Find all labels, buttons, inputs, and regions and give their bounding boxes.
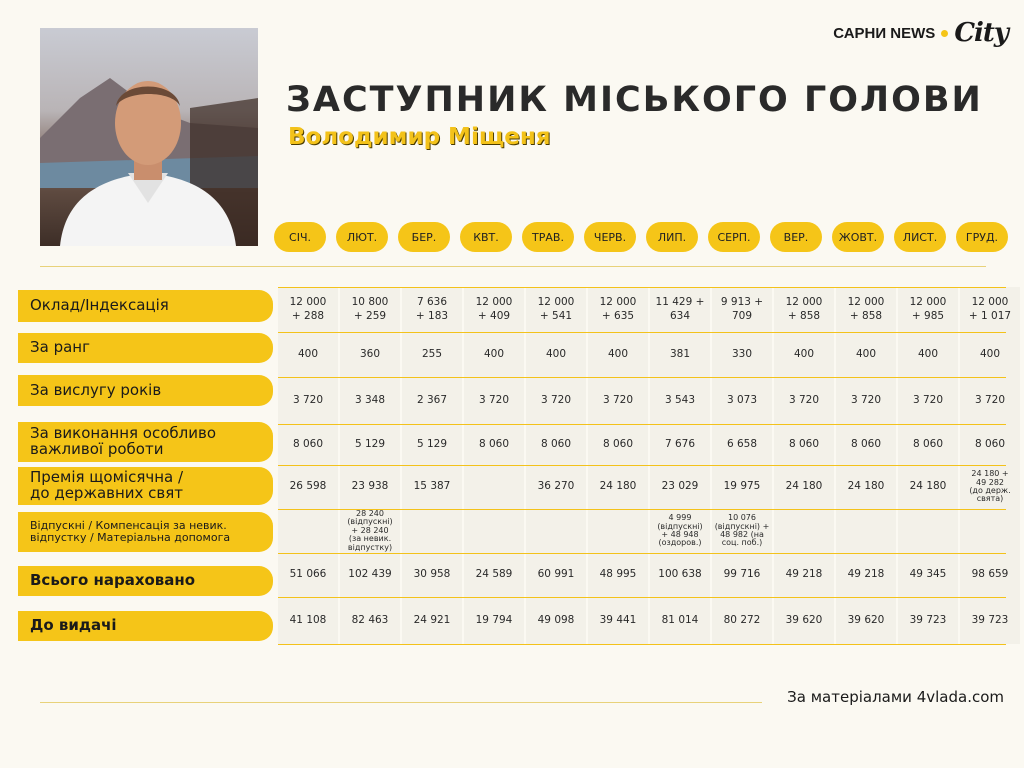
table-cell: 12 000 + 635 <box>599 296 637 322</box>
table-cell: 49 345 <box>909 568 947 581</box>
divider-top <box>40 266 986 267</box>
table-cell: 3 720 <box>974 393 1006 406</box>
row-label: За виконання особливо важливої роботи <box>18 422 273 462</box>
table-cell: 49 098 <box>537 613 575 626</box>
table-cell <box>588 509 648 553</box>
table-cell: 8 060 <box>788 437 820 450</box>
table-cell: 8 060 <box>602 437 634 450</box>
table-cell: 11 429 + 634 <box>655 296 705 322</box>
table-cell: 19 975 <box>723 480 761 493</box>
table-cell: 51 066 <box>289 568 327 581</box>
table-cell: 23 938 <box>351 480 389 493</box>
source-footer: За матеріалами 4vlada.com <box>787 688 1004 706</box>
table-cell: 49 218 <box>847 568 885 581</box>
table-cell <box>960 509 1020 553</box>
table-cell: 102 439 <box>348 568 392 581</box>
table-cell <box>464 465 524 509</box>
month-pill: ЛИП. <box>646 222 698 252</box>
table-cell: 400 <box>483 347 505 360</box>
divider-bottom <box>40 702 762 703</box>
month-pill: БЕР. <box>398 222 450 252</box>
month-pill: ЧЕРВ. <box>584 222 636 252</box>
table-cell: 5 129 <box>416 437 448 450</box>
table-cell: 100 638 <box>658 568 702 581</box>
table-cell: 24 180 <box>599 480 637 493</box>
table-cell: 12 000 + 858 <box>785 296 823 322</box>
table-cell: 60 991 <box>537 568 575 581</box>
table-cell: 360 <box>359 347 381 360</box>
table-cell: 3 720 <box>912 393 944 406</box>
table-cell: 400 <box>917 347 939 360</box>
table-cell: 4 999 (відпускні) + 48 948 (оздоров.) <box>657 513 703 548</box>
table-cell: 400 <box>545 347 567 360</box>
table-cell: 5 129 <box>354 437 386 450</box>
row-label: За ранг <box>18 333 273 363</box>
table-cell: 400 <box>855 347 877 360</box>
table-cell: 80 272 <box>723 613 761 626</box>
table-cell: 2 367 <box>416 393 448 406</box>
table-cell: 28 240 (відпускні) + 28 240 (за невик. відпустку) <box>347 509 393 552</box>
month-pill: ЛИСТ. <box>894 222 946 252</box>
month-pill: КВТ. <box>460 222 512 252</box>
table-cell: 3 720 <box>478 393 510 406</box>
table-cell <box>464 509 524 553</box>
table-cell: 49 218 <box>785 568 823 581</box>
table-cell: 81 014 <box>661 613 699 626</box>
table-cell: 24 180 + 49 282 (до держ. свята) <box>969 469 1011 504</box>
table-cell: 39 620 <box>785 613 823 626</box>
table-cell <box>836 509 896 553</box>
table-cell: 3 720 <box>850 393 882 406</box>
table-cell: 400 <box>297 347 319 360</box>
person-icon <box>40 28 258 246</box>
table-cell: 24 921 <box>413 613 451 626</box>
table-cell: 6 658 <box>726 437 758 450</box>
table-cell: 8 060 <box>478 437 510 450</box>
row-label: Відпускні / Компенсація за невик. відпустку / Матеріальна допомога <box>18 512 273 552</box>
portrait-photo <box>40 28 258 246</box>
table-cell: 82 463 <box>351 613 389 626</box>
table-cell: 10 800 + 259 <box>351 296 389 322</box>
table-cell: 99 716 <box>723 568 761 581</box>
brand-dot-icon <box>941 30 948 37</box>
table-cell: 381 <box>669 347 691 360</box>
month-header <box>274 222 1010 252</box>
table-cell: 400 <box>979 347 1001 360</box>
table-cell: 23 029 <box>661 480 699 493</box>
table-cell: 8 060 <box>292 437 324 450</box>
row-label: Оклад/Індексація <box>18 290 273 322</box>
table-cell: 3 348 <box>354 393 386 406</box>
table-cell: 8 060 <box>540 437 572 450</box>
table-cell: 19 794 <box>475 613 513 626</box>
table-cell <box>402 509 462 553</box>
salary-table <box>278 287 1012 644</box>
page-subtitle: Володимир Міщеня <box>288 124 551 150</box>
table-cell: 12 000 + 1 017 <box>968 296 1012 322</box>
table-cell: 12 000 + 288 <box>289 296 327 322</box>
month-pill: ЖОВТ. <box>832 222 884 252</box>
table-cell: 8 060 <box>850 437 882 450</box>
table-cell: 41 108 <box>289 613 327 626</box>
table-cell: 36 270 <box>537 480 575 493</box>
table-cell: 12 000 + 858 <box>847 296 885 322</box>
row-label: За вислугу років <box>18 375 273 406</box>
table-cell: 12 000 + 985 <box>909 296 947 322</box>
table-cell: 48 995 <box>599 568 637 581</box>
table-cell: 8 060 <box>974 437 1006 450</box>
table-cell: 3 720 <box>602 393 634 406</box>
month-pill: ВЕР. <box>770 222 822 252</box>
month-pill: ЛЮТ. <box>336 222 388 252</box>
table-cell: 30 958 <box>413 568 451 581</box>
month-pill: ГРУД. <box>956 222 1008 252</box>
table-cell <box>526 509 586 553</box>
table-cell: 7 676 <box>664 437 696 450</box>
table-cell <box>278 509 338 553</box>
table-cell: 330 <box>731 347 753 360</box>
table-cell: 3 720 <box>292 393 324 406</box>
row-label: Всього нараховано <box>18 566 273 596</box>
month-pill: СЕРП. <box>708 222 760 252</box>
table-cell <box>898 509 958 553</box>
brand-logo <box>833 18 1008 48</box>
table-cell: 255 <box>421 347 443 360</box>
table-cell: 24 180 <box>785 480 823 493</box>
table-cell: 8 060 <box>912 437 944 450</box>
table-cell: 39 723 <box>971 613 1009 626</box>
table-cell: 400 <box>793 347 815 360</box>
table-cell: 3 720 <box>540 393 572 406</box>
table-cell: 12 000 + 541 <box>537 296 575 322</box>
table-cell: 3 720 <box>788 393 820 406</box>
month-pill: СІЧ. <box>274 222 326 252</box>
table-cell: 24 180 <box>847 480 885 493</box>
table-cell: 98 659 <box>971 568 1009 581</box>
table-cell: 3 073 <box>726 393 758 406</box>
month-pill: ТРАВ. <box>522 222 574 252</box>
row-label: Премія щомісячна / до державних свят <box>18 467 273 505</box>
row-label: До видачі <box>18 611 273 641</box>
table-cell: 12 000 + 409 <box>475 296 513 322</box>
table-cell <box>774 509 834 553</box>
table-cell: 400 <box>607 347 629 360</box>
brand-prefix: САРНИ NEWS <box>833 24 936 42</box>
table-cell: 10 076 (відпускні) + 48 982 (на соц. поб.) <box>714 513 770 548</box>
table-cell: 39 441 <box>599 613 637 626</box>
row-divider <box>278 644 1006 645</box>
table-cell: 3 543 <box>664 393 696 406</box>
table-cell: 7 636 + 183 <box>415 296 449 322</box>
table-cell: 39 620 <box>847 613 885 626</box>
table-cell: 39 723 <box>909 613 947 626</box>
page-title: ЗАСТУПНИК МІСЬКОГО ГОЛОВИ <box>286 80 983 120</box>
table-cell: 24 180 <box>909 480 947 493</box>
brand-city: City <box>954 18 1008 48</box>
table-cell: 24 589 <box>475 568 513 581</box>
table-cell: 26 598 <box>289 480 327 493</box>
table-cell: 15 387 <box>413 480 451 493</box>
table-cell: 9 913 + 709 <box>720 296 764 322</box>
